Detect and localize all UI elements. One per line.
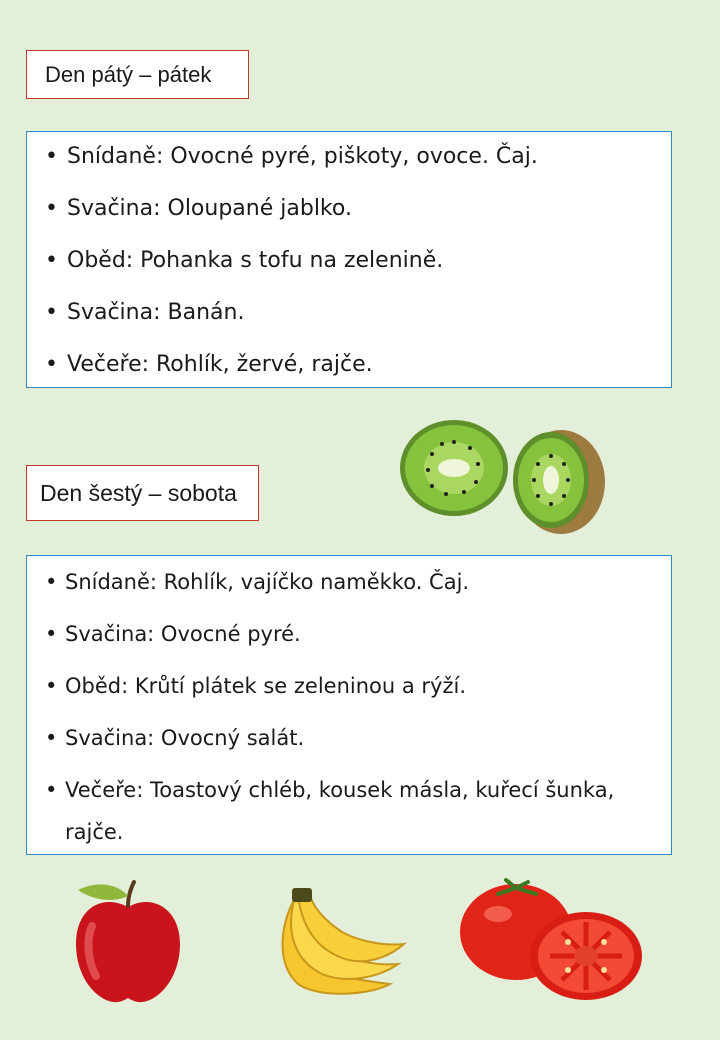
- meal-item: • Oběd: Krůtí plátek se zeleninou a rýží.: [43, 670, 671, 702]
- meal-item: • Oběd: Pohanka s tofu na zelenině.: [45, 246, 671, 298]
- day-title-saturday: Den šestý – sobota: [26, 465, 259, 521]
- meal-item: • Večeře: Rohlík, žervé, rajče.: [45, 350, 671, 402]
- menu-list-friday: [26, 131, 672, 388]
- banana-icon: [258, 886, 408, 1000]
- kiwi-icon: [396, 412, 612, 540]
- meal-item: • Večeře: Toastový chléb, kousek másla, kuřecí šunka, rajče.: [43, 769, 671, 853]
- day-title-friday: Den pátý – pátek: [26, 50, 249, 99]
- meal-item: • Svačina: Oloupané jablko.: [45, 194, 671, 246]
- tomato-icon: [458, 878, 648, 1004]
- meal-item: • Snídaně: Ovocné pyré, piškoty, ovoce. Čaj.: [45, 142, 671, 194]
- meal-item: • Svačina: Banán.: [45, 298, 671, 350]
- apple-icon: [70, 876, 186, 1008]
- menu-list-saturday: [26, 555, 672, 855]
- meal-item: • Svačina: Ovocný salát.: [43, 722, 671, 754]
- meal-item: • Svačina: Ovocné pyré.: [43, 618, 671, 650]
- meal-item: • Snídaně: Rohlík, vajíčko naměkko. Čaj.: [43, 566, 671, 598]
